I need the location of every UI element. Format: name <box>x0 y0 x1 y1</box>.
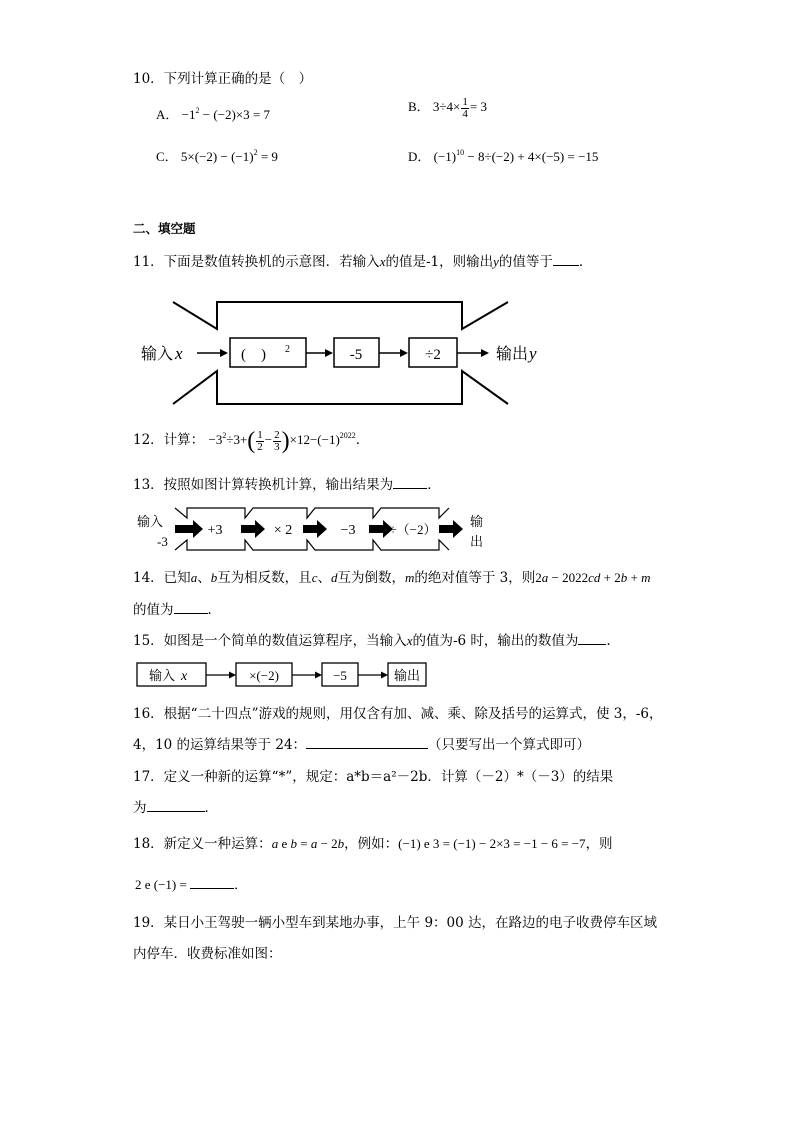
arrow-icon <box>241 520 265 538</box>
answer-blank[interactable] <box>578 632 606 645</box>
input-variable: x <box>175 344 183 363</box>
input-label: 输入 <box>149 668 176 683</box>
option-c-label: C． <box>156 149 178 164</box>
section-title: 二、填空题 <box>133 221 196 236</box>
option-a-label: A． <box>156 107 179 122</box>
step-plus-3: +3 <box>207 523 223 538</box>
answer-blank[interactable] <box>393 476 427 489</box>
question-14-line1: 14．已知a、b互为相反数，且c、d互为倒数，m的绝对值等于 3，则2a − 2022cd + 2b + m <box>133 570 651 586</box>
square-parens: ( ) <box>241 347 266 363</box>
minus-5-label: −5 <box>333 668 347 683</box>
program-diagram-q15 <box>136 660 431 690</box>
option-c-expression: $5\times(-2) - (-1)^2 = 9$ <box>180 148 278 164</box>
output-label-line2: 出 <box>470 534 484 549</box>
question-14-line2: 的值为 ． <box>133 602 221 618</box>
output-label: 输出 <box>496 346 529 363</box>
option-d-expression: $(-1)^{10} - 8\div(-2) + 4\times(-5) = -15$ <box>433 148 599 164</box>
arrow-icon <box>315 672 322 679</box>
option-a-expression: $-1^2 - (-2)\times 3 = 7$ <box>181 106 270 122</box>
input-variable: x <box>181 669 188 684</box>
question-12: 12．计算： $-3^2\div 3+$( $\frac{1}{2}$ − $\frac{2}{3}$ )$\times 12-(-1)^{2022}$． <box>133 428 370 455</box>
step-divide-minus-2: ÷（−2） <box>389 522 437 537</box>
minus-5-label: -5 <box>349 347 363 363</box>
answer-blank[interactable] <box>553 253 579 266</box>
answer-blank[interactable] <box>174 601 208 614</box>
question-18-line2: 2 e (−1) = ． <box>135 877 248 892</box>
input-label: 输入 <box>137 514 164 529</box>
option-d-label: D． <box>408 149 431 164</box>
option-c[interactable] <box>156 146 278 165</box>
input-label: 输入 <box>141 346 174 363</box>
question-19-line2: 内停车．收费标准如图： <box>133 946 282 962</box>
question-17-line1: 17．定义一种新的运算“*”，规定：a*b＝a²－2b．计算（－2）*（－3）的结果 <box>133 769 614 785</box>
conversion-machine-diagram-q13 <box>135 504 495 554</box>
arrow-icon <box>229 672 236 679</box>
divide-2-label: ÷2 <box>425 347 441 363</box>
answer-blank[interactable] <box>306 736 428 749</box>
question-16-line2: 4，10 的运算结果等于 24： （只要写出一个算式即可） <box>133 737 591 753</box>
arrow-icon <box>303 520 327 538</box>
arrow-icon <box>400 349 408 357</box>
option-b-expression: 3÷4× $\frac{1}{4}$ = 3 <box>432 95 487 120</box>
conversion-machine-diagram-q11 <box>135 293 555 413</box>
question-19-line1: 19．某日小王驾驶一辆小型车到某地办事，上午 9：00 达，在路边的电子收费停车区域 <box>133 915 658 931</box>
arrow-icon <box>381 672 388 679</box>
option-b[interactable] <box>408 96 487 120</box>
arrow-icon <box>220 349 228 357</box>
machine-top-outline <box>173 302 508 329</box>
step-minus-3: −3 <box>340 523 356 538</box>
arrow-icon <box>439 520 463 538</box>
question-11-text: 11．下面是数值转换机的示意图．若输入x的值是-1，则输出y的值等于 ． <box>133 254 593 270</box>
machine-bottom-outline <box>173 371 508 404</box>
arrow-icon <box>175 520 203 538</box>
output-label: 输出 <box>393 668 421 683</box>
times-minus-2-label: ×(−2) <box>249 668 279 683</box>
option-a[interactable] <box>156 104 270 123</box>
output-variable: y <box>529 344 537 363</box>
question-12-expression: $-3^2\div 3+$( $\frac{1}{2}$ − $\frac{2}{3}$ )$\times 12-(-1)^{2022}$ <box>208 428 356 455</box>
answer-blank[interactable] <box>147 799 205 812</box>
arrow-icon <box>325 349 333 357</box>
option-b-label: B． <box>408 99 430 114</box>
question-10-stem: 10．下列计算正确的是（ ） <box>133 71 313 87</box>
output-label-line1: 输 <box>470 514 484 529</box>
answer-blank[interactable] <box>190 876 234 889</box>
square-exponent: 2 <box>285 344 290 355</box>
question-16-line1: 16．根据“二十四点”游戏的规则，用仅含有加、减、乘、除及括号的运算式，使 3，-6， <box>133 706 663 722</box>
question-15-text: 15．如图是一个简单的数值运算程序，当输入x的值为-6 时，输出的数值为 . <box>133 633 611 649</box>
question-18-line1: 18．新定义一种运算：a e b = a − 2b，例如：(−1) e 3 = (−1) − 2×3 = −1 − 6 = −7，则 <box>133 836 613 852</box>
input-value: -3 <box>157 534 168 549</box>
step-times-2: × 2 <box>273 523 293 538</box>
option-d[interactable] <box>408 146 598 165</box>
question-17-line2: 为 ． <box>133 800 218 816</box>
arrow-icon <box>481 349 489 357</box>
question-13-text: 13．按照如图计算转换机计算，输出结果为 ． <box>133 477 441 493</box>
